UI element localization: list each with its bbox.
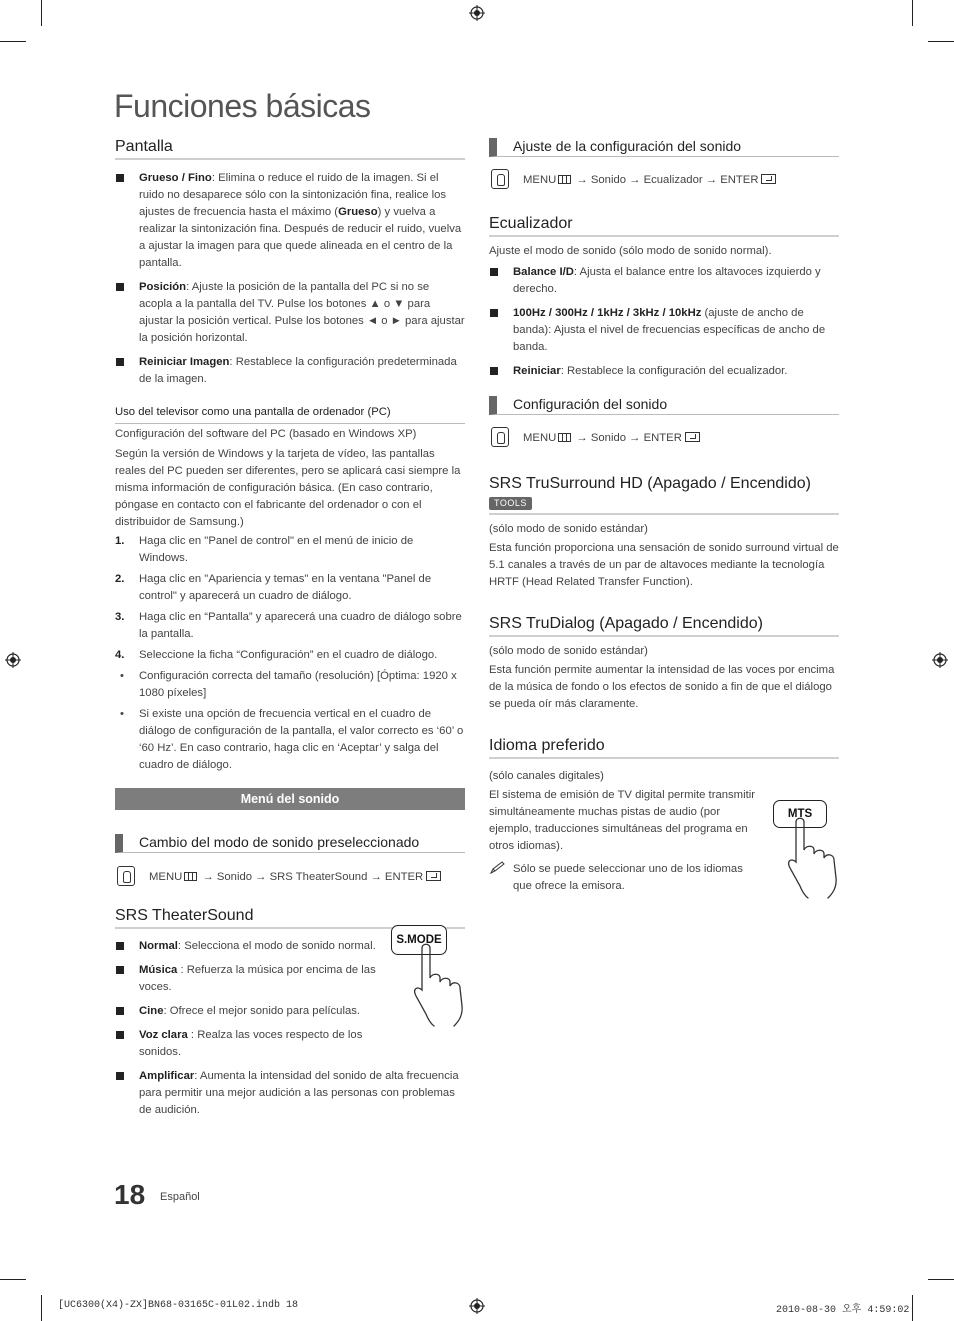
enter-icon [761, 174, 776, 184]
section-heading-trudialog: SRS TruDialog (Apagado / Encendido) [489, 615, 839, 637]
section-heading-srs-theatersound: SRS TheaterSound [115, 907, 465, 929]
list-item: Posición: Ajuste la posición de la pantalla del PC si no se acopla a la pantalla del TV. Pulse los botones ▲ o ▼ para ajustar la posición vertical. Pulse los botones ◄ o ► para ajustar la posición horizontal. [115, 279, 465, 347]
list-item: Reiniciar Imagen: Restablece la configuración predeterminada de la imagen. [115, 354, 465, 388]
registration-mark-icon [469, 1298, 485, 1314]
square-bullet-icon [490, 268, 498, 276]
trusurround-text: Esta función proporciona una sensación de sonido surround virtual de 5.1 canales a través de un par de altavoces mediante la tecnología HRTF (Head Related Transfer Function). [489, 542, 839, 588]
list-item: Música : Refuerza la música por encima de las voces. [115, 962, 379, 996]
pantalla-list [115, 170, 465, 388]
ecualizador-list [489, 264, 839, 380]
square-bullet-icon [116, 283, 124, 291]
square-bullet-icon [116, 358, 124, 366]
crop-mark [912, 1295, 913, 1321]
idioma-note: (sólo canales digitales) [489, 770, 604, 782]
square-bullet-icon [116, 174, 124, 182]
page-title: Funciones básicas [114, 88, 371, 124]
step-item: 2. Haga clic en "Apariencia y temas" en la ventana "Panel de control" y aparecerá un cuadro de diálogo. [115, 573, 432, 602]
section-band: Menú del sonido [115, 788, 465, 810]
section-heading-pantalla: Pantalla [115, 138, 465, 160]
subheading-cambio: Cambio del modo de sonido preseleccionado [115, 834, 465, 853]
mts-key: MTS [773, 800, 827, 828]
bullet-item: • Si existe una opción de frecuencia vertical en el cuadro de diálogo de configuración de la pantalla, el valor correcto es ‘60’ o ‘60 Hz’. En caso contrario, haga clic en ‘Aceptar’ y salga del cuadro de diálogo. [120, 708, 464, 771]
print-slug-left: [UC6300(X4)-ZX]BN68-03165C-01L02.indb 18 [58, 1300, 299, 1311]
crop-mark [41, 0, 42, 26]
crop-mark [928, 41, 954, 42]
menu-icon [558, 433, 571, 442]
crop-mark [0, 1279, 26, 1280]
list-item: Reiniciar: Restablece la configuración del ecualizador. [489, 363, 839, 380]
idioma-text: El sistema de emisión de TV digital permite transmitir simultáneamente muchas pistas de audio (por ejemplo, traducciones simultáneas del programa en otros idiomas). [489, 789, 755, 852]
page-language: Español [160, 1191, 200, 1203]
subheading-ajuste: Ajuste de la configuración del sonido [489, 138, 839, 157]
list-item: Normal: Selecciona el modo de sonido normal. [115, 938, 379, 955]
menu-path: MENU → Sonido → Ecualizador → ENTER [489, 169, 839, 191]
list-item: 100Hz / 300Hz / 1kHz / 3kHz / 10kHz (ajuste de ancho de banda): Ajusta el nivel de frecuencias específicas de ancho de banda. [489, 305, 839, 356]
list-item: Cine: Ofrece el mejor sonido para películas. [115, 1003, 379, 1020]
pointing-hand-icon [786, 816, 842, 900]
right-column [489, 138, 839, 895]
square-bullet-icon [116, 1007, 124, 1015]
subheading-config: Configuración del sonido [489, 396, 839, 415]
list-item: Grueso / Fino: Elimina o reduce el ruido de la imagen. Si el ruido no desaparece sólo con la sintonización fina, realice los ajustes de frecuencia hasta el máximo (Grueso) y vuelva a realizar la sintonización fina. Después de reducir el ruido, vuelva a ajustar la imagen para que quede alineada en el centro de la pantalla. [115, 170, 465, 272]
square-bullet-icon [116, 1031, 124, 1039]
remote-hand-icon [491, 169, 509, 189]
tools-badge: TOOLS [489, 497, 532, 510]
page-number: 18 [114, 1179, 146, 1210]
bullet-item: • Configuración correcta del tamaño (resolución) [Óptima: 1920 x 1080 píxeles] [120, 670, 457, 699]
pc-subheading: Uso del televisor como una pantalla de ordenador (PC) [115, 404, 465, 424]
trudialog-text: Esta función permite aumentar la intensidad de las voces por encima de la música de fondo o los efectos de sonido a fin de que el diálogo se pueda oír más claramente. [489, 664, 835, 710]
pencil-note-icon [489, 861, 507, 875]
remote-hand-icon [491, 427, 509, 447]
registration-mark-icon [5, 652, 21, 668]
pc-paragraph: Según la versión de Windows y la tarjeta de vídeo, las pantallas reales del PC pueden ser diferentes, pero se aplicará casi siempre la misma información de configuración básica. (En caso contrario, póngase en contacto con el fabricante del ordenador o con el distribuidor de Samsung.) [115, 448, 461, 528]
pc-steps [115, 533, 465, 664]
step-item: 4. Seleccione la ficha “Configuración” en el cuadro de diálogo. [115, 649, 438, 661]
step-item: 1. Haga clic en "Panel de control" en el menú de inicio de Windows. [115, 535, 414, 564]
step-item: 3. Haga clic en “Pantalla” y aparecerá una cuadro de diálogo sobre la pantalla. [115, 611, 462, 640]
crop-mark [912, 0, 913, 26]
square-bullet-icon [116, 1072, 124, 1080]
list-item: Balance I/D: Ajusta el balance entre los altavoces izquierdo y derecho. [489, 264, 839, 298]
menu-icon [184, 872, 197, 881]
trudialog-note: (sólo modo de sonido estándar) [489, 645, 648, 657]
memo-note: Sólo se puede seleccionar uno de los idiomas que ofrece la emisora. [489, 861, 763, 895]
ecualizador-intro: Ajuste el modo de sonido (sólo modo de sonido normal). [489, 245, 772, 257]
remote-hand-icon [117, 866, 135, 886]
menu-path: MENU → Sonido → SRS TheaterSound → ENTER [115, 866, 465, 888]
crop-mark [928, 1279, 954, 1280]
crop-mark [0, 41, 26, 42]
menu-icon [558, 175, 571, 184]
registration-mark-icon [932, 652, 948, 668]
square-bullet-icon [116, 942, 124, 950]
pc-software-note: Configuración del software del PC (basado en Windows XP) [115, 428, 417, 440]
square-bullet-icon [490, 309, 498, 317]
print-slug-right: 2010-08-30 오후 4:59:02 [776, 1305, 910, 1316]
enter-icon [685, 432, 700, 442]
square-bullet-icon [116, 966, 124, 974]
list-item: Voz clara : Realza las voces respecto de los sonidos. [115, 1027, 379, 1061]
square-bullet-icon [490, 367, 498, 375]
section-heading-idioma: Idioma preferido [489, 737, 839, 759]
list-item: Amplificar: Aumenta la intensidad del sonido de alta frecuencia para permitir una mejor audición a las personas con problemas de audición. [115, 1068, 465, 1119]
menu-path: MENU → Sonido → ENTER [489, 427, 839, 449]
section-heading-trusurround: SRS TruSurround HD (Apagado / Encendido) TOOLS [489, 475, 839, 515]
smode-key: S.MODE [391, 925, 447, 955]
pc-bullets [115, 668, 465, 774]
trusurround-note: (sólo modo de sonido estándar) [489, 523, 648, 535]
enter-icon [426, 871, 441, 881]
crop-mark [41, 1295, 42, 1321]
section-heading-ecualizador: Ecualizador [489, 215, 839, 237]
registration-mark-icon [469, 5, 485, 21]
pointing-hand-icon [412, 942, 468, 1028]
